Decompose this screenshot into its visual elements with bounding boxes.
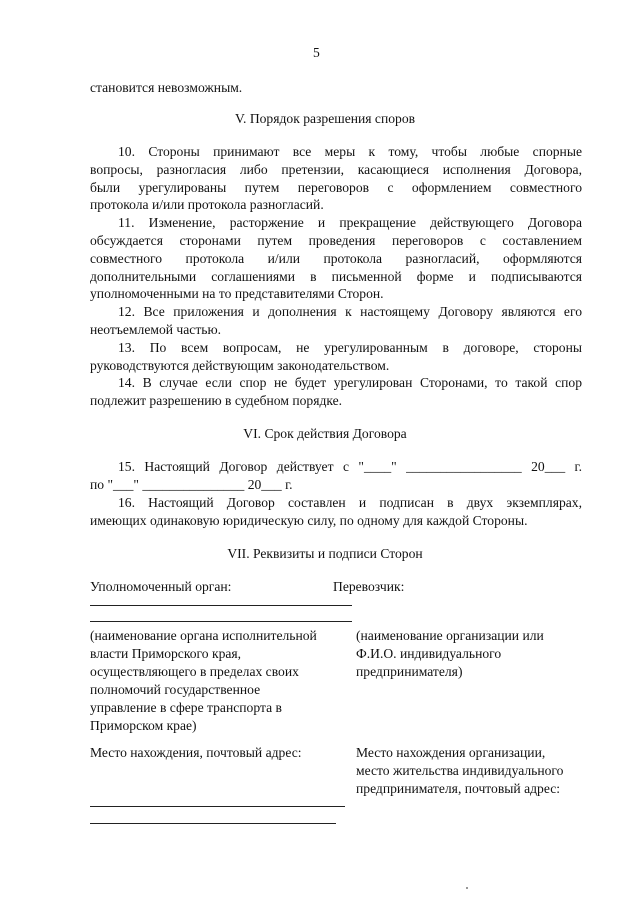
scan-speck bbox=[466, 887, 468, 889]
paragraph-10-line-4: протокола и/или протокола разногласий. bbox=[90, 197, 324, 212]
paragraph-16-line-1: 16. Настоящий Договор составлен и подписан в двух экземплярах, bbox=[118, 495, 582, 510]
paragraph-12-line-2: неотъемлемой частью. bbox=[90, 322, 222, 337]
paragraph-11-line-3: совместного протокола и/или протокола разногласий, оформляются bbox=[90, 251, 582, 266]
paragraph-16-line-2: имеющих одинаковую юридическую силу, по одному для каждой Стороны. bbox=[90, 513, 528, 528]
paragraph-13-line-1: 13. По всем вопросам, не урегулированным в договоре, стороны bbox=[118, 340, 582, 355]
paragraph-15-line-2: по "___" _______________ 20___ г. bbox=[90, 477, 293, 492]
authorized-body-name-line-4: полномочий государственное bbox=[90, 682, 261, 697]
paragraph-12-line-1: 12. Все приложения и дополнения к настоящему Договору являются его bbox=[118, 304, 582, 319]
authorized-body-name-line-5: управление в сфере транспорта в bbox=[90, 700, 282, 715]
carrier-name-line-2: Ф.И.О. индивидуального bbox=[356, 646, 502, 661]
authorized-body-name-line-2: власти Приморского края, bbox=[90, 646, 242, 661]
carrier-address-line-3: предпринимателя, почтовый адрес: bbox=[356, 781, 561, 796]
authorized-body-name-line-1: (наименование органа исполнительной bbox=[90, 628, 317, 643]
paragraph-10-line-3: были урегулированы путем переговоров с оформлением совместного bbox=[90, 180, 582, 195]
authorized-body-address-label: Место нахождения, почтовый адрес: bbox=[90, 745, 302, 760]
left-signature-line-1 bbox=[90, 605, 352, 606]
paragraph-10-line-2: вопросы, разногласия либо претензии, касающиеся исполнения Договора, bbox=[90, 162, 582, 177]
carrier-name-line-1: (наименование организации или bbox=[356, 628, 544, 643]
paragraph-14-line-1: 14. В случае если спор не будет урегулирован Сторонами, то такой спор bbox=[118, 375, 582, 390]
carrier-address-line-1: Место нахождения организации, bbox=[356, 745, 546, 760]
left-address-line-1 bbox=[90, 806, 345, 807]
page-number: 5 bbox=[313, 45, 320, 60]
intro-line: становится невозможным. bbox=[90, 80, 243, 95]
paragraph-11-line-1: 11. Изменение, расторжение и прекращение действующего Договора bbox=[118, 215, 582, 230]
paragraph-15-line-1: 15. Настоящий Договор действует с "____" _________________ 20___ г. bbox=[118, 459, 582, 474]
authorized-body-label: Уполномоченный орган: bbox=[90, 579, 232, 594]
authorized-body-name-line-6: Приморском крае) bbox=[90, 718, 197, 733]
section-7-title: VII. Реквизиты и подписи Сторон bbox=[227, 546, 423, 561]
left-address-line-2 bbox=[90, 823, 336, 824]
left-signature-line-2 bbox=[90, 621, 352, 622]
section-5-title: V. Порядок разрешения споров bbox=[234, 111, 416, 126]
paragraph-13-line-2: руководствуются действующим законодательством. bbox=[90, 358, 390, 373]
carrier-label: Перевозчик: bbox=[333, 579, 405, 594]
paragraph-11-line-4: дополнительными соглашениями в письменной форме и подписываются bbox=[90, 269, 582, 284]
paragraph-14-line-2: подлежит разрешению в судебном порядке. bbox=[90, 393, 343, 408]
carrier-address-line-2: место жительства индивидуального bbox=[356, 763, 564, 778]
paragraph-11-line-2: обсуждается сторонами путем проведения переговоров с составлением bbox=[90, 233, 582, 248]
authorized-body-name-line-3: осуществляющего в пределах своих bbox=[90, 664, 299, 679]
paragraph-11-line-5: уполномоченными на то представителями Сторон. bbox=[90, 286, 384, 301]
section-6-title: VI. Срок действия Договора bbox=[243, 426, 407, 441]
carrier-name-line-3: предпринимателя) bbox=[356, 664, 463, 679]
paragraph-10-line-1: 10. Стороны принимают все меры к тому, чтобы любые спорные bbox=[118, 144, 582, 159]
